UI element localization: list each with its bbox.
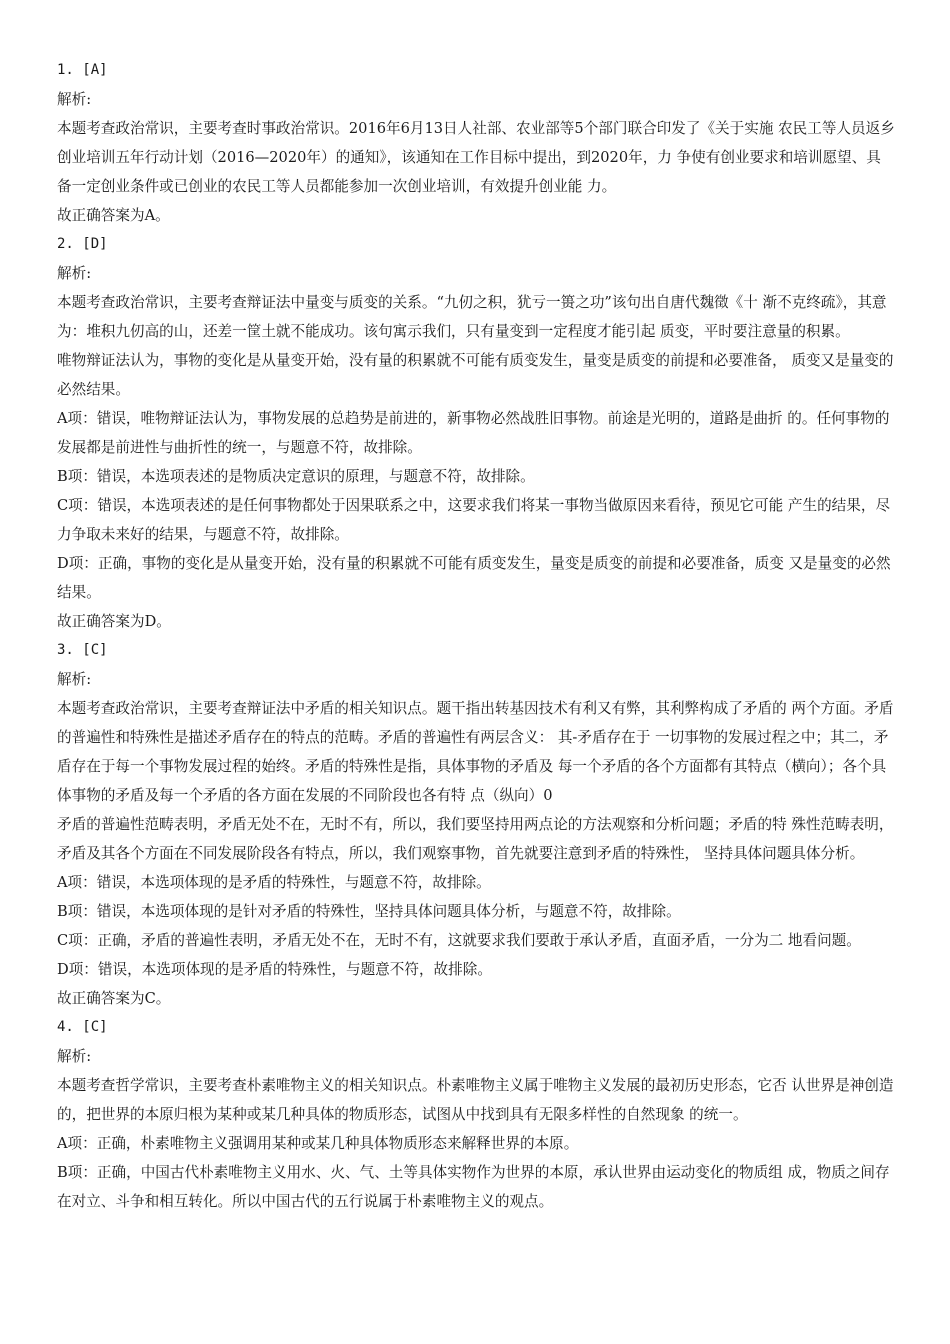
question-1 bbox=[57, 56, 895, 230]
answer-label: 4. [C] bbox=[57, 1019, 108, 1035]
option-d: D项：错误，本选项体现的是矛盾的特殊性，与题意不符，故排除。 bbox=[57, 961, 492, 978]
paragraph: 本题考查政治常识，主要考查辩证法中量变与质变的关系。“九仞之积，犹亏一篑之功”该句出自唐代魏徵《十 渐不克终疏》，其意为：堆积九仞高的山，还差一筐土就不能成功。该句寓示我们，只有量变到一定程度才能引起 质变，平时要注意量的积累。 bbox=[57, 294, 887, 340]
option-b: B项：错误，本选项体现的是针对矛盾的特殊性，坚持具体问题具体分析，与题意不符，故排除。 bbox=[57, 903, 681, 920]
option-b: B项：正确，中国古代朴素唯物主义用水、火、气、土等具体实物作为世界的本原，承认世界由运动变化的物质组 成，物质之间存在对立、斗争和相互转化。所以中国古代的五行说属于朴素唯物主义的观点。 bbox=[57, 1164, 890, 1210]
option-d: D项：正确，事物的变化是从量变开始，没有量的积累就不可能有质变发生，量变是质变的前提和必要准备，质变 又是量变的必然结果。 bbox=[57, 555, 891, 601]
option-b: B项：错误，本选项表述的是物质决定意识的原理，与题意不符，故排除。 bbox=[57, 468, 535, 485]
option-a: A项：错误，唯物辩证法认为，事物发展的总趋势是前进的，新事物必然战胜旧事物。前途是光明的，道路是曲折 的。任何事物的发展都是前进性与曲折性的统一，与题意不符，故排除。 bbox=[57, 410, 890, 456]
analysis-label: 解析: bbox=[57, 91, 92, 108]
analysis-label: 解析: bbox=[57, 1048, 92, 1065]
document-body bbox=[57, 56, 895, 1216]
analysis-label: 解析: bbox=[57, 265, 92, 282]
option-c: C项：错误，本选项表述的是任何事物都处于因果联系之中，这要求我们将某一事物当做原因来看待，预见它可能 产生的结果，尽力争取未来好的结果，与题意不符，故排除。 bbox=[57, 497, 891, 543]
answer-label: 1. [A] bbox=[57, 62, 108, 78]
option-c: C项：正确，矛盾的普遍性表明，矛盾无处不在，无时不有，这就要求我们要敢于承认矛盾，直面矛盾，一分为二 地看问题。 bbox=[57, 932, 861, 949]
analysis-label: 解析: bbox=[57, 671, 92, 688]
question-2 bbox=[57, 230, 895, 636]
conclusion: 故正确答案为A。 bbox=[57, 207, 170, 224]
paragraph: 唯物辩证法认为，事物的变化是从量变开始，没有量的积累就不可能有质变发生，量变是质变的前提和必要准备， 质变又是量变的必然结果。 bbox=[57, 352, 894, 398]
question-3 bbox=[57, 636, 895, 1013]
answer-label: 3. [C] bbox=[57, 642, 108, 658]
paragraph: 本题考查政治常识，主要考查辩证法中矛盾的相关知识点。题干指出转基因技术有利又有弊，其利弊构成了矛盾的 两个方面。矛盾的普遍性和特殊性是描述矛盾存在的特点的范畴。矛盾的普遍性有两层含义： 其-矛盾存在于 一切事物的发展过程之中；其二，矛盾存在于每一个事物发展过程的始终。矛盾的特殊性是指，具体事物的矛盾及 每一个矛盾的各个方面都有其特点（横向）；各个具体事物的矛盾及每一个矛盾的各方面在发展的不同阶段也各有特 点（纵向）0 bbox=[57, 700, 894, 804]
option-a: A项：正确，朴素唯物主义强调用某种或某几种具体物质形态来解释世界的本原。 bbox=[57, 1135, 579, 1152]
option-a: A项：错误，本选项体现的是矛盾的特殊性，与题意不符，故排除。 bbox=[57, 874, 491, 891]
answer-label: 2. [D] bbox=[57, 236, 108, 252]
conclusion: 故正确答案为D。 bbox=[57, 613, 171, 630]
conclusion: 故正确答案为C。 bbox=[57, 990, 171, 1007]
paragraph: 本题考查哲学常识，主要考查朴素唯物主义的相关知识点。朴素唯物主义属于唯物主义发展的最初历史形态，它否 认世界是神创造的，把世界的本原归根为某种或某几种具体的物质形态，试图从中找到具有无限多样性的自然现象 的统一。 bbox=[57, 1077, 894, 1123]
paragraph: 矛盾的普遍性范畴表明，矛盾无处不在，无时不有，所以，我们要坚持用两点论的方法观察和分析问题；矛盾的特 殊性范畴表明，矛盾及其各个方面在不同发展阶段各有特点，所以，我们观察事物，首先就要注意到矛盾的特殊性， 坚持具体问题具体分析。 bbox=[57, 816, 894, 862]
paragraph: 本题考查政治常识，主要考查时事政治常识。2016年6月13日人社部、农业部等5个部门联合印发了《关于实施 农民工等人员返乡创业培训五年行动计划（2016—2020年）的通知》，该通知在工作目标中提出，到2020年，力 争使有创业要求和培训愿望、具备一定创业条件或已创业的农民工等人员都能参加一次创业培训，有效提升创业能 力。 bbox=[57, 120, 895, 195]
question-4 bbox=[57, 1013, 895, 1216]
